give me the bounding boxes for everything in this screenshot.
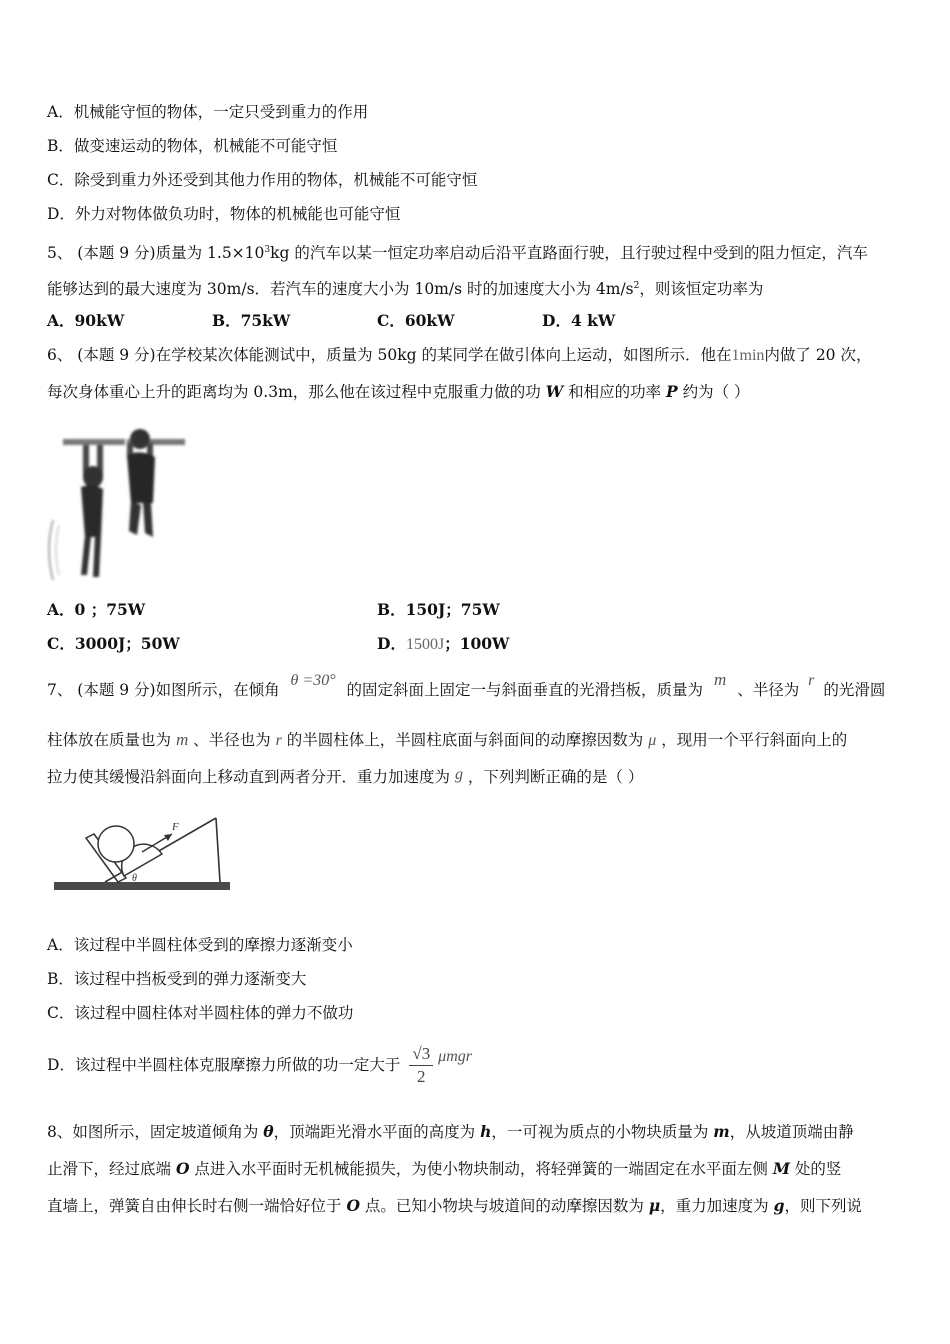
q7-option-a: A．该过程中半圆柱体受到的摩擦力逐渐变小	[47, 936, 353, 954]
q8-stem-line2: 止滑下，经过底端 O 点进入水平面时无机械能损失，为使小物块制动，将轻弹簧的一端固定在水平面左侧 M 处的竖	[47, 1159, 842, 1178]
q5-option-b: B．75kW	[212, 311, 291, 330]
sqrt3-over-2-fraction: $\frac{√3}{2}$	[409, 1043, 433, 1088]
q6-stem-line1: 6、 (本题 9 分)在学校某次体能测试中，质量为 50kg 的某同学在做引体向上运动，如图所示．他在1min内做了 20 次，	[47, 346, 872, 364]
q4-option-c: C．除受到重力外还受到其他力作用的物体，机械能不可能守恒	[47, 171, 478, 189]
q5-option-d: D．4 kW	[542, 311, 616, 330]
q6-option-c: C．3000J；50W	[47, 634, 180, 653]
q4-option-a: A．机械能守恒的物体，一定只受到重力的作用	[47, 103, 369, 121]
q7-stem-line2: 柱体放在质量也为 m 、半径也为 r 的半圆柱体上，半圆柱底面与斜面间的动摩擦因数为 μ ，现用一个平行斜面向上的	[47, 730, 848, 749]
q7-stem-line1: 7、 (本题 9 分)如图所示，在倾角 θ =30° 的固定斜面上固定一与斜面垂直的光滑挡板，质量为 m 、半径为 r 的光滑圆	[47, 670, 886, 699]
q7-option-b: B．该过程中挡板受到的弹力逐渐变大	[47, 970, 307, 988]
q5-stem-line1: 5、 (本题 9 分)质量为 $1.5\times 10^3kg$ 的汽车以某一恒定功率启动后沿平直路面行驶，且行驶过程中受到的阻力恒定，汽车	[47, 244, 868, 263]
angle-label: θ	[132, 873, 137, 884]
q6-option-a: A．0 ；75W	[47, 600, 146, 619]
q4-option-d: D．外力对物体做负功时，物体的机械能也可能守恒	[47, 205, 401, 223]
q6-option-b: B．150J；75W	[377, 600, 500, 619]
q8-stem-line1: 8、如图所示，固定坡道倾角为 θ，顶端距光滑水平面的高度为 h，一可视为质点的小物块质量为 m，从坡道顶端由静	[47, 1122, 854, 1141]
force-label: F	[172, 821, 179, 833]
q7-option-d: D．该过程中半圆柱体克服摩擦力所做的功一定大于 $\frac{√3}{2}$ μmgr	[47, 1043, 472, 1086]
pull-up-figure	[45, 425, 190, 585]
q5-stem-line2: 能够达到的最大速度为 30m/s．若汽车的速度大小为 10m/s 时的加速度大小为 $4m/s^2$，则该恒定功率为	[47, 280, 764, 299]
q5-option-a: A．90kW	[47, 311, 125, 330]
q4-option-b: B．做变速运动的物体，机械能不可能守恒	[47, 137, 338, 155]
q6-option-d: D．1500J；100W	[377, 634, 510, 653]
q7-option-c: C．该过程中圆柱体对半圆柱体的弹力不做功	[47, 1004, 354, 1022]
incline-figure	[50, 808, 235, 900]
q7-stem-line3: 拉力使其缓慢沿斜面向上移动直到两者分开．重力加速度为 g ，下列判断正确的是（ ）	[47, 766, 644, 786]
q5-option-c: C．60kW	[377, 311, 455, 330]
q6-stem-line2: 每次身体重心上升的距离均为 0.3m，那么他在该过程中克服重力做的功 W 和相应的功率 P 约为（ ）	[47, 382, 750, 401]
q8-stem-line3: 直墙上，弹簧自由伸长时右侧一端恰好位于 O 点。已知小物块与坡道间的动摩擦因数为 μ，重力加速度为 g，则下列说	[47, 1196, 862, 1215]
